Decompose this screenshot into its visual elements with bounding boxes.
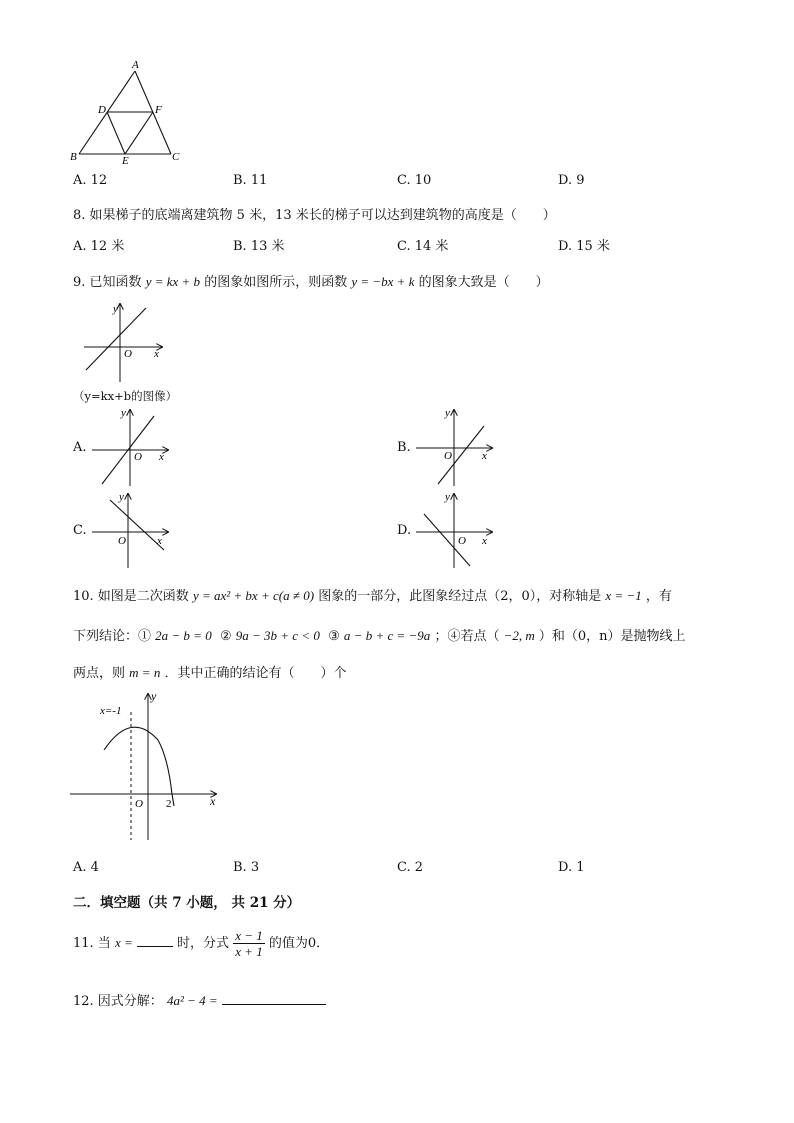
q9a-y: y (121, 407, 126, 419)
q7-option-c[interactable]: C. 10 (397, 173, 432, 188)
q8-option-d[interactable]: D. 15 米 (558, 239, 610, 254)
q10-line-2 (73, 625, 686, 644)
q10-origin: O (135, 798, 143, 810)
q10-line-3 (73, 662, 346, 681)
q8-option-c[interactable]: C. 14 米 (397, 239, 449, 254)
q9-formula-1: y = kx + b (145, 274, 201, 289)
q9-origin: O (124, 348, 132, 360)
q10-line-1 (73, 585, 672, 604)
q9c-o: O (118, 535, 126, 547)
q9d-y: y (445, 491, 450, 503)
section-2-title: 二．填空题（共 7 小题， 共 21 分） (73, 895, 301, 911)
q8-option-b[interactable]: B. 13 米 (233, 239, 285, 254)
q10-c3-mark: ③ (328, 629, 340, 644)
q8-option-a[interactable]: A. 12 米 (73, 239, 125, 254)
label-f: F (155, 104, 162, 116)
q10-two: 2 (166, 798, 172, 810)
q9-option-c-graph[interactable] (88, 488, 173, 570)
q9c-y: y (119, 491, 124, 503)
q10-l3-formula: m = n (129, 665, 161, 680)
q11-fraction (233, 928, 265, 959)
q10-prefix: 10. 如图是二次函数 (73, 589, 189, 604)
label-d: D (98, 104, 106, 116)
q10-axis-eq: x = −1 (605, 588, 642, 603)
q7-option-d[interactable]: D. 9 (558, 173, 585, 188)
q9-option-d-letter[interactable]: D. (397, 523, 412, 538)
q9-option-b-letter[interactable]: B. (397, 440, 411, 455)
q9-formula-2: y = −bx + k (351, 274, 415, 289)
q9a-o: O (134, 451, 142, 463)
q10-conclusion-2: 9a − 3b + c < 0 (235, 628, 320, 643)
q9-question (73, 271, 549, 290)
q9b-o: O (444, 450, 452, 462)
q10-c2-mark: ② (219, 629, 232, 644)
q10-option-c[interactable]: C. 2 (397, 860, 424, 875)
q9d-x: x (482, 535, 487, 547)
q9-option-c-letter[interactable]: C. (73, 523, 87, 538)
q9-option-b-graph[interactable] (412, 404, 497, 489)
q9-suffix: 的图象大致是（ ） (418, 275, 549, 290)
q9-option-a-letter[interactable]: A. (73, 440, 87, 455)
label-a: A (132, 59, 139, 71)
q10-axis-label: x=-1 (100, 705, 122, 717)
q11-answer-blank[interactable] (137, 946, 173, 947)
q10-mid: 图象的一部分，此图象经过点（2，0），对称轴是 (318, 589, 602, 604)
q10-parabola-graph (68, 688, 228, 843)
q9-middle: 的图象如图所示，则函数 (204, 275, 348, 290)
q9a-x: x (159, 451, 164, 463)
q8-question: 8. 如果梯子的底端离建筑物 5 米，13 米长的梯子可以达到建筑物的高度是（ ） (73, 208, 556, 223)
label-b: B (70, 151, 77, 163)
q10-x-label: x (210, 794, 216, 808)
q10-c4-prefix: ；④若点（ (434, 629, 500, 644)
q12-answer-blank[interactable] (222, 1004, 326, 1005)
q11-denominator: x + 1 (235, 944, 263, 959)
q12-prefix: 12. 因式分解： (73, 994, 163, 1009)
label-e: E (122, 155, 129, 167)
q11-suffix: 的值为0． (268, 936, 330, 951)
q10-conclusion-3: a − b + c = −9a (343, 628, 431, 643)
q10-conclusion-1: 2a − b = 0 (155, 628, 212, 643)
q10-l3-prefix: 两点，则 (73, 666, 126, 681)
q9-prefix: 9. 已知函数 (73, 275, 142, 290)
q9-axis-x: x (154, 348, 159, 360)
q9c-x: x (157, 535, 162, 547)
q9-option-d-graph[interactable] (412, 488, 497, 570)
q7-triangle-figure (66, 56, 186, 168)
q12-question (73, 990, 326, 1009)
q9d-o: O (458, 535, 466, 547)
q11-prefix: 11. 当 (73, 936, 111, 951)
q7-option-b[interactable]: B. 11 (233, 173, 268, 188)
q11-mid: 时，分式 (177, 936, 230, 951)
label-c: C (172, 151, 180, 163)
q10-option-d[interactable]: D. 1 (558, 860, 585, 875)
q9-axis-y: y (113, 303, 118, 315)
q7-option-a[interactable]: A. 12 (73, 173, 108, 188)
q9b-y: y (445, 407, 450, 419)
q10-formula: y = ax² + bx + c(a ≠ 0) (192, 588, 315, 603)
q11-question (73, 926, 329, 961)
q9-caption: （y=kx+b的图像） (73, 389, 178, 403)
q11-numerator: x − 1 (235, 928, 263, 943)
q9-option-a-graph[interactable] (88, 404, 173, 489)
q10-l3-suffix: ．其中正确的结论有（ ）个 (164, 666, 347, 681)
q10-l2-prefix: 下列结论：① (73, 629, 152, 644)
q10-point-1: −2, m (503, 628, 535, 643)
q10-option-b[interactable]: B. 3 (233, 860, 260, 875)
q9b-x: x (482, 450, 487, 462)
q10-suffix: ，有 (645, 589, 672, 604)
q10-c4-mid: ）和（0，n）是抛物线上 (538, 629, 686, 644)
q10-option-a[interactable]: A. 4 (73, 860, 99, 875)
q9-given-graph (80, 300, 170, 385)
q12-formula: 4a² − 4 = (166, 993, 218, 1008)
q11-var: x = (114, 935, 133, 950)
q10-y-label: y (151, 689, 157, 703)
